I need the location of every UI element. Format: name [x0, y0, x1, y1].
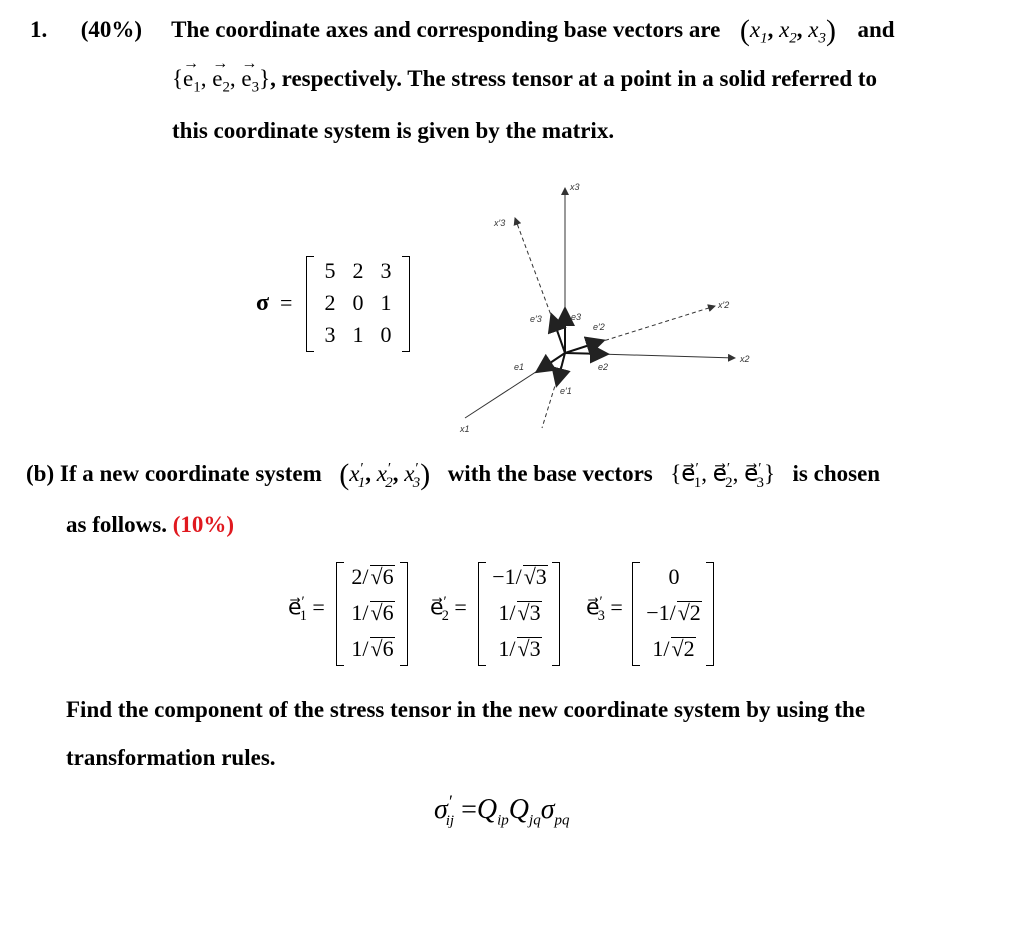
label-e1: e1: [514, 362, 525, 372]
e3p-vector: [552, 316, 565, 353]
problem-line-1: 1. (40%) The coordinate axes and corresponding base vectors are ($x_1$, $x_2$, $x_3$) and: [30, 14, 895, 47]
matrix-cell: 1: [352, 322, 364, 347]
stress-matrix: [306, 256, 410, 352]
problem-line-3: this coordinate system is given by the matrix.: [172, 118, 615, 143]
problem-weight: (40%): [80, 17, 143, 42]
matrix-cell: 1/√3: [498, 600, 541, 625]
problem-text-1: The coordinate axes and corresponding base vectors are: [171, 17, 721, 42]
e3p-label: $e⃗'_3$ =: [586, 594, 623, 624]
matrix-cell: 3: [324, 322, 336, 347]
e3p-column: [632, 562, 714, 666]
new-axis-x1p: $x'_1$: [349, 460, 366, 491]
part-b-weight: (10%): [172, 512, 235, 537]
problem-text-2: , respectively. The stress tensor at a point in a solid referred to: [270, 66, 878, 91]
e2p-column: [478, 562, 560, 666]
sigma-symbol: σ: [256, 290, 270, 316]
label-e2p: e′2: [593, 322, 605, 332]
matrix-cell: 1/√6: [351, 636, 394, 661]
sigma-equals: =: [280, 290, 293, 315]
matrix-cell: −1/√3: [492, 564, 547, 589]
base-vectors-set: {e → $_1$, e → $_2$, e → $_3$}: [172, 55, 271, 96]
new-axis-x2p: $x'_2$: [376, 460, 393, 491]
label-x3p: x′3: [494, 218, 506, 228]
find-line-2: transformation rules.: [66, 745, 276, 770]
matrix-cell: 2/√6: [351, 564, 394, 589]
matrix-cell: 0: [668, 564, 680, 589]
formula-q2: $Q_{jq}$: [508, 794, 541, 829]
problem-number: 1.: [30, 17, 48, 42]
label-e1p: e′1: [560, 386, 572, 396]
label-x2: x2: [740, 354, 750, 364]
matrix-cell: 1/√3: [498, 636, 541, 661]
e2-vector: [565, 353, 606, 354]
label-x1: x1: [460, 424, 470, 434]
label-x2p: x′2: [718, 300, 730, 310]
axis-x3: $x_3$: [808, 17, 826, 47]
e2p-label: $e⃗'_2$ =: [430, 594, 467, 624]
part-b-text-4: as follows.: [66, 512, 167, 537]
matrix-cell: 2: [324, 290, 336, 315]
matrix-cell: 3: [380, 258, 392, 283]
matrix-cell: −1/√2: [646, 600, 701, 625]
right-bracket: [402, 256, 410, 352]
part-b-line-2: [66, 512, 234, 538]
label-e3p: e′3: [530, 314, 542, 324]
part-b-text-2: with the base vectors: [447, 461, 653, 486]
matrix-cell: 1/√2: [652, 636, 695, 661]
new-base-vectors-set: {$e⃗'_1$, $e⃗'_2$, $e⃗'_3$}: [670, 460, 776, 491]
matrix-cell: 5: [324, 258, 336, 283]
formula-lhs: $\sigma'_{ij}$: [434, 792, 455, 829]
part-b-text-3: is chosen: [792, 461, 881, 486]
matrix-cell: 1: [380, 290, 392, 315]
matrix-cell: 0: [380, 322, 392, 347]
label-e2: e2: [598, 362, 609, 372]
matrix-cell: 1/√6: [351, 600, 394, 625]
part-b-text-1: If a new coordinate system: [59, 461, 322, 486]
axis-x2: $x_2$: [779, 17, 797, 47]
problem-and: and: [857, 17, 895, 42]
e2p-vector: [565, 341, 602, 353]
new-axis-x3p: $x'_3$: [404, 460, 421, 491]
label-x3: x3: [570, 182, 580, 192]
coordinate-figure: [430, 170, 790, 440]
formula-q1: $Q_{ip}$: [476, 794, 509, 829]
left-bracket: [306, 256, 314, 352]
label-e3: e3: [571, 312, 582, 322]
find-line-1: Find the component of the stress tensor in the new coordinate system by using the: [66, 697, 866, 722]
formula-rhs: $\sigma_{pq}$: [540, 794, 570, 829]
problem-line-2: [172, 55, 878, 97]
e1p-column: [336, 562, 408, 666]
axis-x1: $x_1$: [749, 17, 768, 47]
transformation-formula: $\sigma'_{ij} =Q_{ip}Q_{jq}\sigma_{pq}$: [434, 792, 570, 829]
part-b-label: (b): [26, 461, 55, 486]
part-b-line-1: (b) If a new coordinate system ($x'_1$, $x'_2$, $x'_3$) with the base vectors {$e⃗'_1$, $e⃗'_2$, $e⃗'_3$} is chosen: [26, 458, 881, 491]
e1p-label: $e⃗'_1$ =: [288, 594, 325, 624]
matrix-cell: 2: [352, 258, 364, 283]
matrix-cell: 0: [352, 290, 364, 315]
